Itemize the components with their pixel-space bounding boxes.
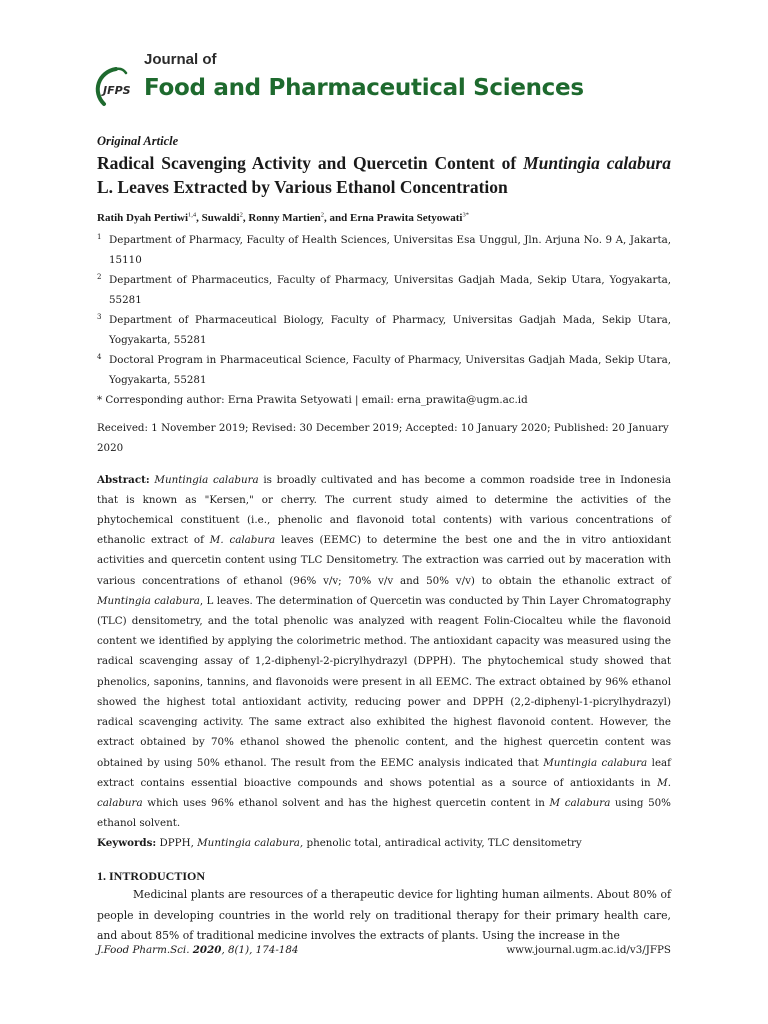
abstract-text: leaves (EEMC) to determine the best one and the in vitro antioxidant activities and quercetin content using TLC Densitometry. The extraction was carried out by maceration with various concentrations of ethanol (96% v/v; 70% v/v and 50% v/v) to obtain the ethanolic extract of <box>97 534 671 587</box>
abstract-label: Abstract: <box>97 473 150 486</box>
affiliation-number: 4 <box>97 352 102 361</box>
keywords-text: DPPH, <box>156 837 198 850</box>
keywords <box>97 833 671 853</box>
author-affil-sup: 1,4 <box>188 211 197 218</box>
abstract-text: Muntingia calabura <box>154 473 259 486</box>
author-name: Suwaldi <box>201 211 240 224</box>
author-4 <box>350 212 469 224</box>
title-part-2: L. Leaves Extracted by Various Ethanol Concentration <box>97 177 508 197</box>
journal-name: Food and Pharmaceutical Sciences <box>144 75 584 101</box>
abstract-text: Muntingia calabura <box>97 594 200 607</box>
affiliation-text: Doctoral Program in Pharmaceutical Science, Faculty of Pharmacy, Universitas Gadjah Mada, Sekip Utara, Yogyakarta, 55281 <box>109 353 671 386</box>
author-name: Ratih Dyah Pertiwi <box>97 211 189 224</box>
abstract-text: is broadly cultivated and has become a common roadside tree in Indonesia that is known as "Kersen," or cherry. The current study aimed to determine the activities of the phytochemical constituent (i.e., phenolic and flavonoid total contents) with various concentrations of ethanolic extract of <box>97 473 671 547</box>
logo-text: JFPS <box>103 84 131 97</box>
keywords-text: Muntingia calabura, <box>197 837 304 850</box>
author-name: Ronny Martien <box>248 211 321 224</box>
corresponding-author: * Corresponding author: Erna Prawita Setyowati | email: erna_prawita@ugm.ac.id <box>97 393 528 406</box>
keywords-text: phenolic total, antiradical activity, TLC densitometry <box>303 837 582 850</box>
author-affil-sup: 2 <box>320 211 325 218</box>
affiliation-number: 3 <box>97 312 102 321</box>
affiliation-text: Department of Pharmacy, Faculty of Health Sciences, Universitas Esa Unggul, Jln. Arjuna No. 9 A, Jakarta, 15110 <box>109 233 671 266</box>
affiliation-text: Department of Pharmaceutics, Faculty of Pharmacy, Universitas Gadjah Mada, Sekip Utara, Yogyakarta, 55281 <box>109 273 671 306</box>
author-separator: , <box>242 211 249 224</box>
abstract-text: M. calabura <box>209 534 276 547</box>
affiliation-text: Department of Pharmaceutical Biology, Faculty of Pharmacy, Universitas Gadjah Mada, Sekip Utara, Yogyakarta, 55281 <box>109 313 671 346</box>
title-species: Muntingia calabura <box>523 153 671 173</box>
abstract-text: leaf extract contains essential bioactive compounds and shows potential as a source of antioxidants in <box>97 756 671 789</box>
citation-volume-pages: , 8(1), 174-184 <box>221 944 299 956</box>
abstract-body <box>97 474 671 829</box>
introduction-paragraph: Medicinal plants are resources of a therapeutic device for lighting human ailments. About 80% of people in developing countries in the world rely on traditional therapy for their primary health care, and about 85% of traditional medicine involves the extracts of plants. Using the increase in the <box>97 888 671 943</box>
author-separator: , and <box>324 211 351 224</box>
journal-masthead <box>94 52 654 112</box>
abstract-text: which uses 96% ethanol solvent and has the highest quercetin content in <box>142 796 550 809</box>
affiliation-number: 2 <box>97 272 102 281</box>
journal-url[interactable]: www.journal.ugm.ac.id/v3/JFPS <box>506 944 671 956</box>
citation-journal: J.Food Pharm.Sci. <box>97 944 193 956</box>
author-affil-sup: 3* <box>462 211 469 218</box>
author-1 <box>97 212 202 224</box>
abstract-text: using 50% ethanol solvent. <box>97 796 671 830</box>
abstract <box>97 470 671 834</box>
abstract-text: Muntingia calabura <box>543 756 648 769</box>
author-list <box>97 207 671 226</box>
jfps-logo-icon <box>94 64 142 108</box>
abstract-text: , L leaves. The determination of Quercetin was conducted by Thin Layer Chromatography (TLC) densitometry, and the total phenolic was analyzed with reagent Folin-Ciocalteu while the flavonoid content we identified by applying the colorimetric method. The antioxidant capacity was measured using the radical scavenging assay of 1,2-diphenyl-2-picrylhydrazyl (DPPH). The phytochemical study showed that phenolics, saponins, tannins, and flavonoids were present in all EEMC. The extract obtained by 96% ethanol showed the highest total antioxidant activity, reducing power and DPPH (2,2-diphenyl-1-picrylhydrazyl) radical scavenging activity. The same extract also exhibited the highest flavonoid content. However, the extract obtained by 70% ethanol showed the phenolic content, and the highest quercetin content was obtained by using 50% ethanol. The result from the EEMC analysis indicated that <box>97 594 671 769</box>
citation <box>97 944 298 956</box>
affiliation-3 <box>97 310 671 350</box>
section-heading-introduction: 1. INTRODUCTION <box>97 869 206 884</box>
author-name: Erna Prawita Setyowati <box>350 211 463 224</box>
article-content <box>97 133 671 947</box>
title-part-1: Radical Scavenging Activity and Quercetin Content of <box>97 153 524 173</box>
affiliation-4 <box>97 350 671 390</box>
article-title <box>97 151 671 199</box>
citation-year: 2020 <box>192 944 222 956</box>
journal-of-label: Journal of <box>144 51 217 68</box>
author-separator: , <box>196 211 202 224</box>
article-type: Original Article <box>97 134 179 148</box>
affiliation-number: 1 <box>97 232 102 241</box>
page-footer <box>97 944 671 964</box>
keywords-label: Keywords: <box>97 837 157 850</box>
affiliation-1 <box>97 230 671 270</box>
publication-dates: Received: 1 November 2019; Revised: 30 December 2019; Accepted: 10 January 2020; Published: 20 January 2020 <box>97 421 669 454</box>
affiliation-2 <box>97 270 671 310</box>
abstract-text: M calabura <box>549 796 611 809</box>
author-affil-sup: 2 <box>239 211 243 218</box>
abstract-text: M. calabura <box>97 776 671 809</box>
author-3 <box>248 212 350 224</box>
author-2 <box>202 212 249 224</box>
